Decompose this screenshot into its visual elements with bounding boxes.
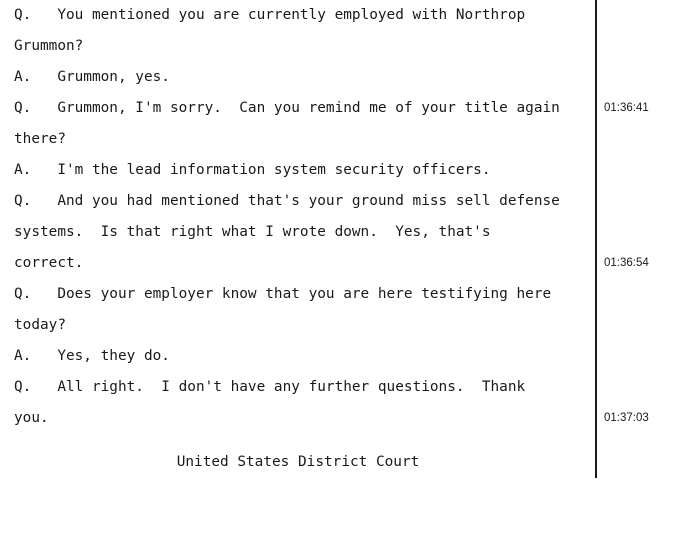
timestamp: 01:37:03	[604, 412, 649, 424]
transcript-line: Q. All right. I don't have any further questions. Thank	[14, 379, 526, 395]
transcript-line: Grummon?	[14, 38, 84, 54]
court-footer: United States District Court	[176, 454, 420, 470]
transcript-line: there?	[14, 131, 66, 147]
transcript-line: Q. Grummon, I'm sorry. Can you remind me of your title again	[14, 100, 560, 116]
transcript-line: Q. Does your employer know that you are here testifying here	[14, 286, 552, 302]
transcript-line: A. Yes, they do.	[14, 348, 170, 364]
timestamp: 01:36:41	[604, 102, 649, 114]
transcript-line: Q. You mentioned you are currently employed with Northrop	[14, 7, 526, 23]
transcript-line: today?	[14, 317, 66, 333]
transcript-line: A. I'm the lead information system security officers.	[14, 162, 491, 178]
transcript-line: you.	[14, 410, 49, 426]
timestamp: 01:36:54	[604, 257, 649, 269]
transcript-line: A. Grummon, yes.	[14, 69, 170, 85]
transcript-line: systems. Is that right what I wrote down. Yes, that's	[14, 224, 491, 240]
transcript-line: Q. And you had mentioned that's your ground miss sell defense	[14, 193, 560, 209]
transcript-line: correct.	[14, 255, 84, 271]
margin-rule	[595, 0, 597, 478]
